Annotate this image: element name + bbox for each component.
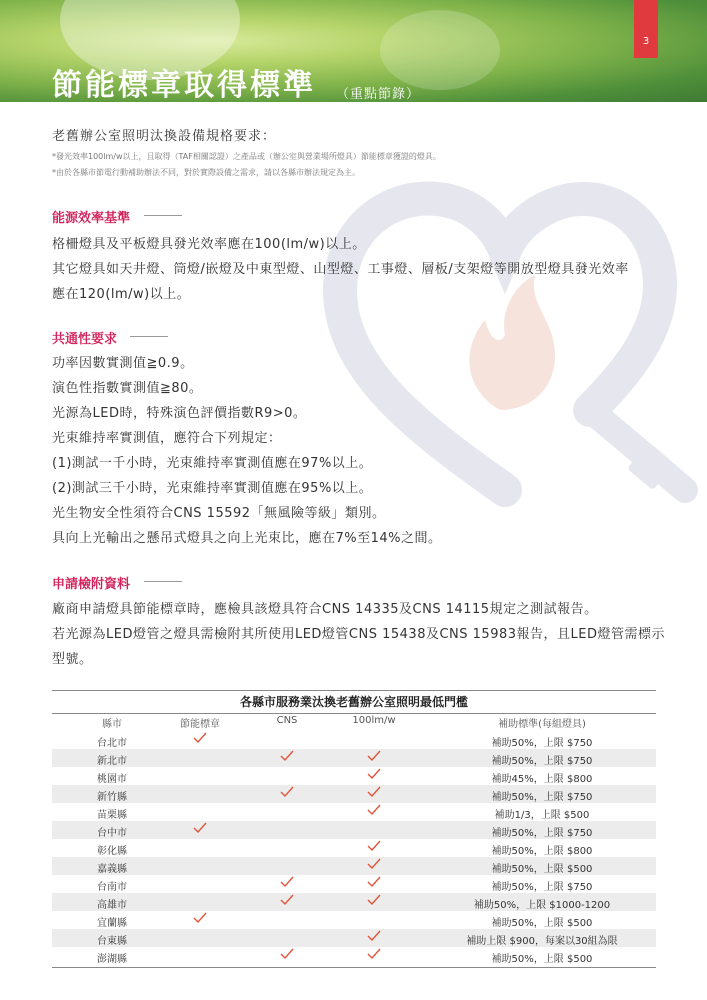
checkmark-icon: [193, 911, 207, 925]
checkmark-icon: [193, 731, 207, 745]
table-row: [52, 929, 656, 947]
paragraph-line: 型號。: [52, 652, 93, 667]
checkmark-icon: [367, 749, 381, 763]
paragraph-line: 功率因數實測值≧0.9。: [52, 356, 194, 371]
cell-subsidy: 補助50%，上限 $750: [491, 738, 593, 749]
cell-city: 台南市: [97, 882, 127, 893]
cell-subsidy: 補助50%，上限 $750: [491, 882, 593, 893]
cell-city: 桃園市: [97, 774, 127, 785]
paragraph-line: 廠商申請燈具節能標章時，應檢具該燈具符合CNS 14335及CNS 14115規定之測試報告。: [52, 602, 598, 617]
checkmark-icon: [280, 785, 294, 799]
section-title-common-requirements: 共通性要求: [52, 332, 118, 347]
table-row: [52, 767, 656, 785]
cell-subsidy: 補助45%，上限 $800: [491, 774, 593, 785]
paragraph-line: 若光源為LED燈管之燈具需檢附其所使用LED燈管CNS 15438及CNS 15983報告，且LED燈管需標示: [52, 627, 665, 642]
cell-city: 高雄市: [97, 900, 127, 911]
paragraph-line: (2)測試三千小時，光束維持率實測值應在95%以上。: [52, 481, 373, 496]
cell-city: 新竹縣: [97, 792, 127, 803]
section-title-energy-efficiency: 能源效率基準: [52, 211, 131, 226]
intro-note: *由於各縣市節電行動補助辦法不同，對於實際設備之需求，請以各縣市辦法規定為主。: [52, 168, 360, 177]
cell-subsidy: 補助1/3，上限 $500: [494, 810, 590, 821]
table-row: [52, 911, 656, 929]
intro-note: *發光效率100lm/w以上，且取得（TAF相關認證）之產品或（辦公室與營業場所燈具）節能標章獲證的燈具。: [52, 152, 441, 161]
cell-city: 新北市: [97, 756, 127, 767]
checkmark-icon: [367, 857, 381, 871]
cell-city: 澎湖縣: [97, 954, 127, 965]
checkmark-icon: [280, 875, 294, 889]
column-header-label: 節能標章: [180, 719, 220, 730]
checkmark-icon: [193, 821, 207, 835]
cell-subsidy: 補助50%，上限 $500: [491, 918, 593, 929]
table-row: [52, 731, 656, 749]
checkmark-icon: [280, 749, 294, 763]
table-row: [52, 893, 656, 911]
section-rule: [144, 581, 182, 582]
table-row: [52, 821, 656, 839]
column-header-subsidy: 補助標準(每組燈具): [498, 719, 586, 730]
checkmark-icon: [280, 893, 294, 907]
page-tab: [634, 0, 658, 58]
heart-plug-watermark-icon: [300, 160, 707, 530]
column-header-cns: CNS: [276, 715, 298, 726]
table-row: [52, 875, 656, 893]
cell-subsidy: 補助50%，上限 $500: [491, 954, 593, 965]
page-number: 3: [642, 36, 650, 47]
cell-city: 台東縣: [97, 936, 127, 947]
checkmark-icon: [280, 947, 294, 961]
cell-subsidy: 補助50%，上限 $1000-1200: [473, 900, 611, 911]
column-header-lmw: 100lm/w: [352, 715, 396, 726]
cell-city: 嘉義縣: [97, 864, 127, 875]
paragraph-line: (1)測試一千小時，光束維持率實測值應在97%以上。: [52, 456, 373, 471]
cell-city: 彰化縣: [97, 846, 127, 857]
cell-city: 台中市: [97, 828, 127, 839]
header-banner: [0, 0, 707, 102]
page-title: 節能標章取得標準: [52, 68, 316, 102]
table-title: 各縣市服務業汰換老舊辦公室照明最低門檻: [52, 690, 656, 714]
section-title-application-documents: 申請檢附資料: [52, 577, 131, 592]
checkmark-icon: [367, 785, 381, 799]
paragraph-line: 應在120(lm/w)以上。: [52, 287, 191, 302]
checkmark-icon: [367, 767, 381, 781]
cell-subsidy: 補助50%，上限 $500: [491, 864, 593, 875]
table-row: [52, 857, 656, 875]
paragraph-line: 格柵燈具及平板燈具發光效率應在100(lm/w)以上。: [52, 237, 366, 252]
table-row: [52, 839, 656, 857]
cell-city: 宜蘭縣: [97, 918, 127, 929]
cell-city: 台北市: [97, 738, 127, 749]
table-row: [52, 785, 656, 803]
checkmark-icon: [367, 875, 381, 889]
table-row: [52, 803, 656, 821]
cell-subsidy: 補助50%，上限 $800: [491, 846, 593, 857]
cell-subsidy: 補助50%，上限 $750: [491, 792, 593, 803]
cell-subsidy: 補助50%，上限 $750: [491, 756, 593, 767]
checkmark-icon: [367, 929, 381, 943]
column-header-city: 縣市: [102, 719, 122, 730]
checkmark-icon: [367, 839, 381, 853]
section-rule: [144, 215, 182, 216]
paragraph-line: 其它燈具如天井燈、筒燈/嵌燈及中東型燈、山型燈、工事燈、層板/支架燈等開放型燈具發光效率: [52, 262, 629, 277]
paragraph-line: 演色性指數實測值≧80。: [52, 381, 203, 396]
cell-city: 苗栗縣: [97, 810, 127, 821]
checkmark-icon: [367, 947, 381, 961]
paragraph-line: 具向上光輸出之懸吊式燈具之向上光束比，應在7%至14%之間。: [52, 531, 442, 546]
cell-subsidy: 補助50%，上限 $750: [491, 828, 593, 839]
cell-subsidy: 補助上限 $900，每案以30組為限: [466, 936, 618, 947]
intro-heading: 老舊辦公室照明汰換設備規格要求：: [52, 129, 277, 144]
banner-glow: [380, 10, 500, 90]
section-rule: [130, 336, 168, 337]
page-subtitle: （重點節錄）: [336, 87, 421, 102]
checkmark-icon: [367, 893, 381, 907]
paragraph-line: 光束維持率實測值，應符合下列規定：: [52, 431, 282, 446]
paragraph-line: 光生物安全性須符合CNS 15592「無風險等級」類別。: [52, 506, 386, 521]
table-row: [52, 749, 656, 767]
checkmark-icon: [367, 803, 381, 817]
table-row: [52, 947, 656, 965]
paragraph-line: 光源為LED時，特殊演色評價指數R9>0。: [52, 406, 307, 421]
table-bottom-rule: [52, 967, 656, 968]
table-header: [52, 712, 656, 731]
